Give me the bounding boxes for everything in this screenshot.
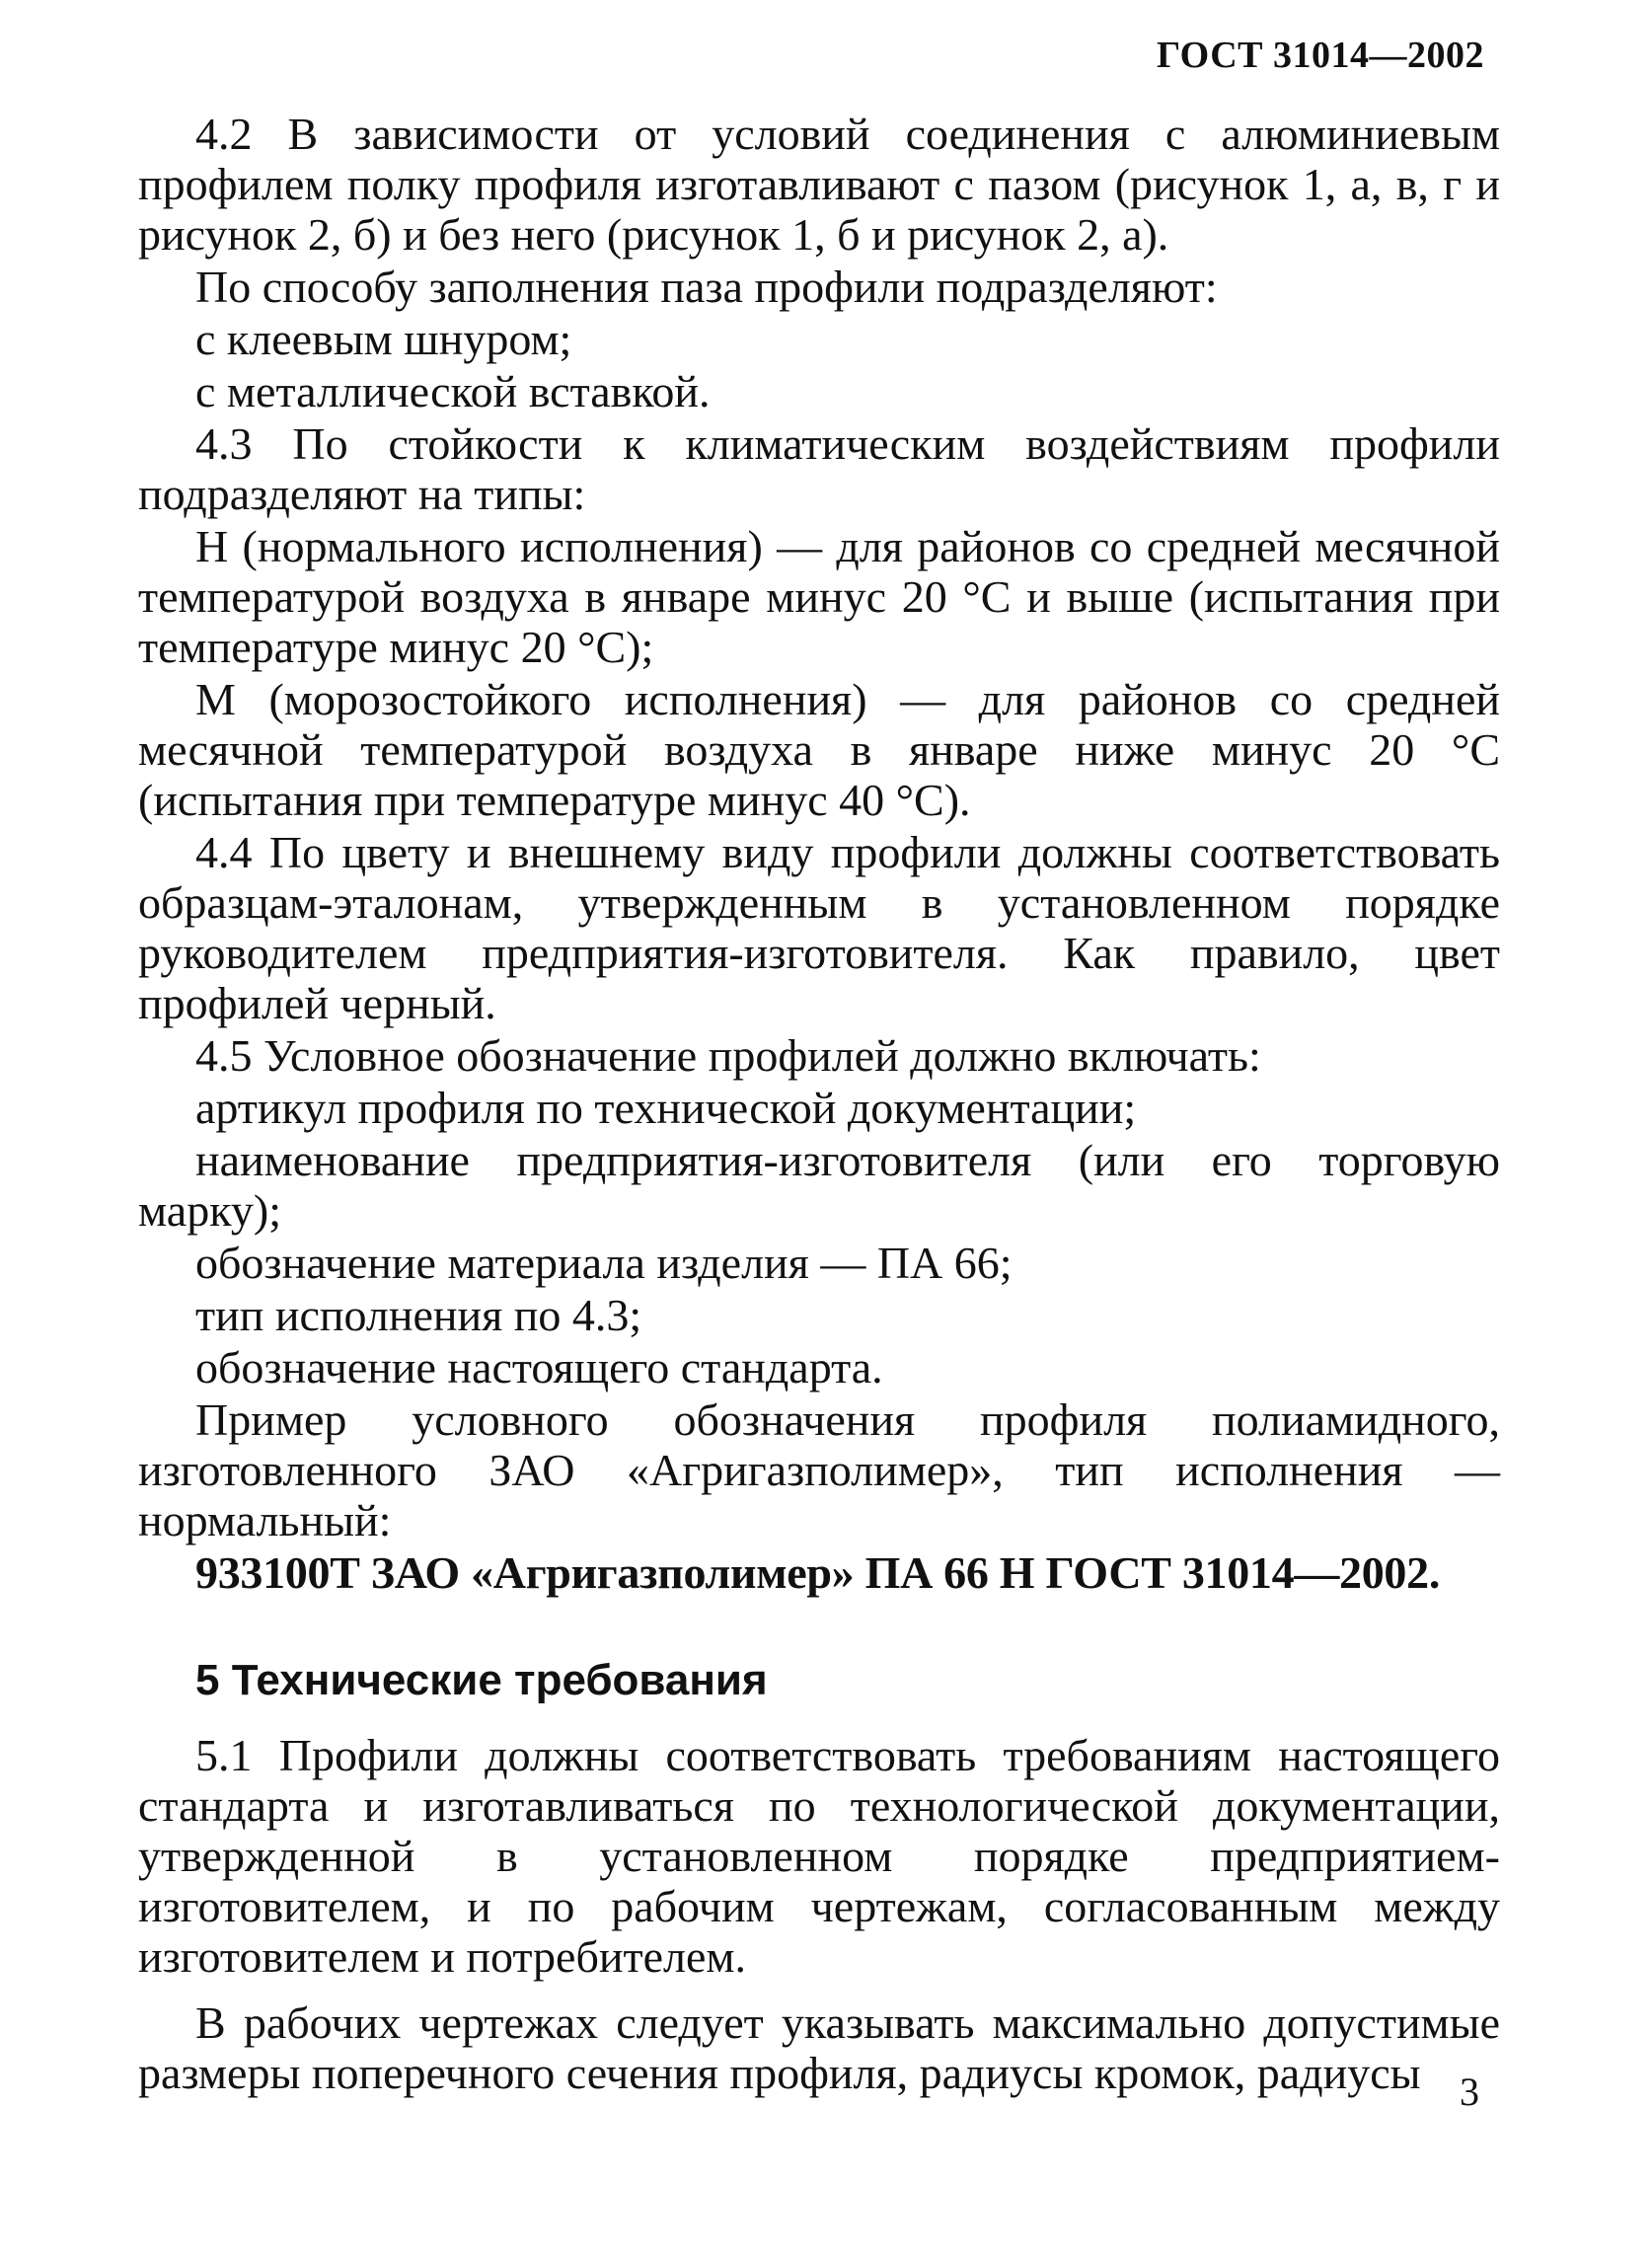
list-item-material: обозначение материала изделия — ПА 66; — [195, 1238, 1013, 1288]
list-item-metal-insert: с металлической вставкой. — [195, 366, 711, 416]
paragraph-4-3: 4.3 По стойкости к климатическим воздействиям профили подразделяют на типы: — [138, 418, 1500, 519]
list-item-article: артикул профиля по технической документации; — [195, 1083, 1137, 1133]
paragraph-5-1: 5.1 Профили должны соответствовать требованиям настоящего стандарта и изготавливаться по технологической документации, утвержденной в установленном порядке предприятием-изготовителем, и по рабочим чертежам, согласованным между изготовителем и потребителем. — [138, 1730, 1500, 1982]
document-header: ГОСТ 31014—2002 — [1156, 35, 1484, 76]
paragraph-working-drawings: В рабочих чертежах следует указывать максимально допустимые размеры поперечного сечения профиля, радиусы кромок, радиусы — [138, 1997, 1500, 2098]
paragraph-groove-filling: По способу заполнения паза профили подразделяют: — [195, 262, 1218, 312]
list-item-type: тип исполнения по 4.3; — [195, 1290, 642, 1340]
document-body — [138, 109, 1500, 2098]
list-item-glue-cord: с клеевым шнуром; — [195, 314, 572, 364]
paragraph-4-4: 4.4 По цвету и внешнему виду профили должны соответствовать образцам-эталонам, утвержденным в установленном порядке руководителем предприятия-изготовителя. Как правило, цвет профилей черный. — [138, 827, 1500, 1028]
paragraph-example: Пример условного обозначения профиля полиамидного, изготовленного ЗАО «Агригазполимер», тип исполнения — нормальный: — [138, 1394, 1500, 1545]
paragraph-4-5: 4.5 Условное обозначение профилей должно включать: — [195, 1030, 1261, 1081]
list-item-standard: обозначение настоящего стандарта. — [195, 1342, 883, 1392]
paragraph-type-m: М (морозостойкого исполнения) — для районов со средней месячной температурой воздуха в январе ниже минус 20 °С (испытания при температуре минус 40 °С). — [138, 674, 1500, 825]
paragraph-type-n: Н (нормального исполнения) — для районов со средней месячной температурой воздуха в январе минус 20 °С и выше (испытания при температуре минус 20 °С); — [138, 521, 1500, 672]
paragraph-4-2: 4.2 В зависимости от условий соединения с алюминиевым профилем полку профиля изготавливают с пазом (рисунок 1, а, в, г и рисунок 2, б) и без него (рисунок 1, б и рисунок 2, а). — [138, 109, 1500, 260]
example-designation: 933100Т ЗАО «Агригазполимер» ПА 66 Н ГОСТ 31014—2002. — [195, 1547, 1441, 1598]
section-title-5: 5 Технические требования — [195, 1656, 768, 1704]
page-number: 3 — [1460, 2069, 1479, 2114]
list-item-manufacturer: наименование предприятия-изготовителя (или его торговую марку); — [138, 1135, 1500, 1236]
